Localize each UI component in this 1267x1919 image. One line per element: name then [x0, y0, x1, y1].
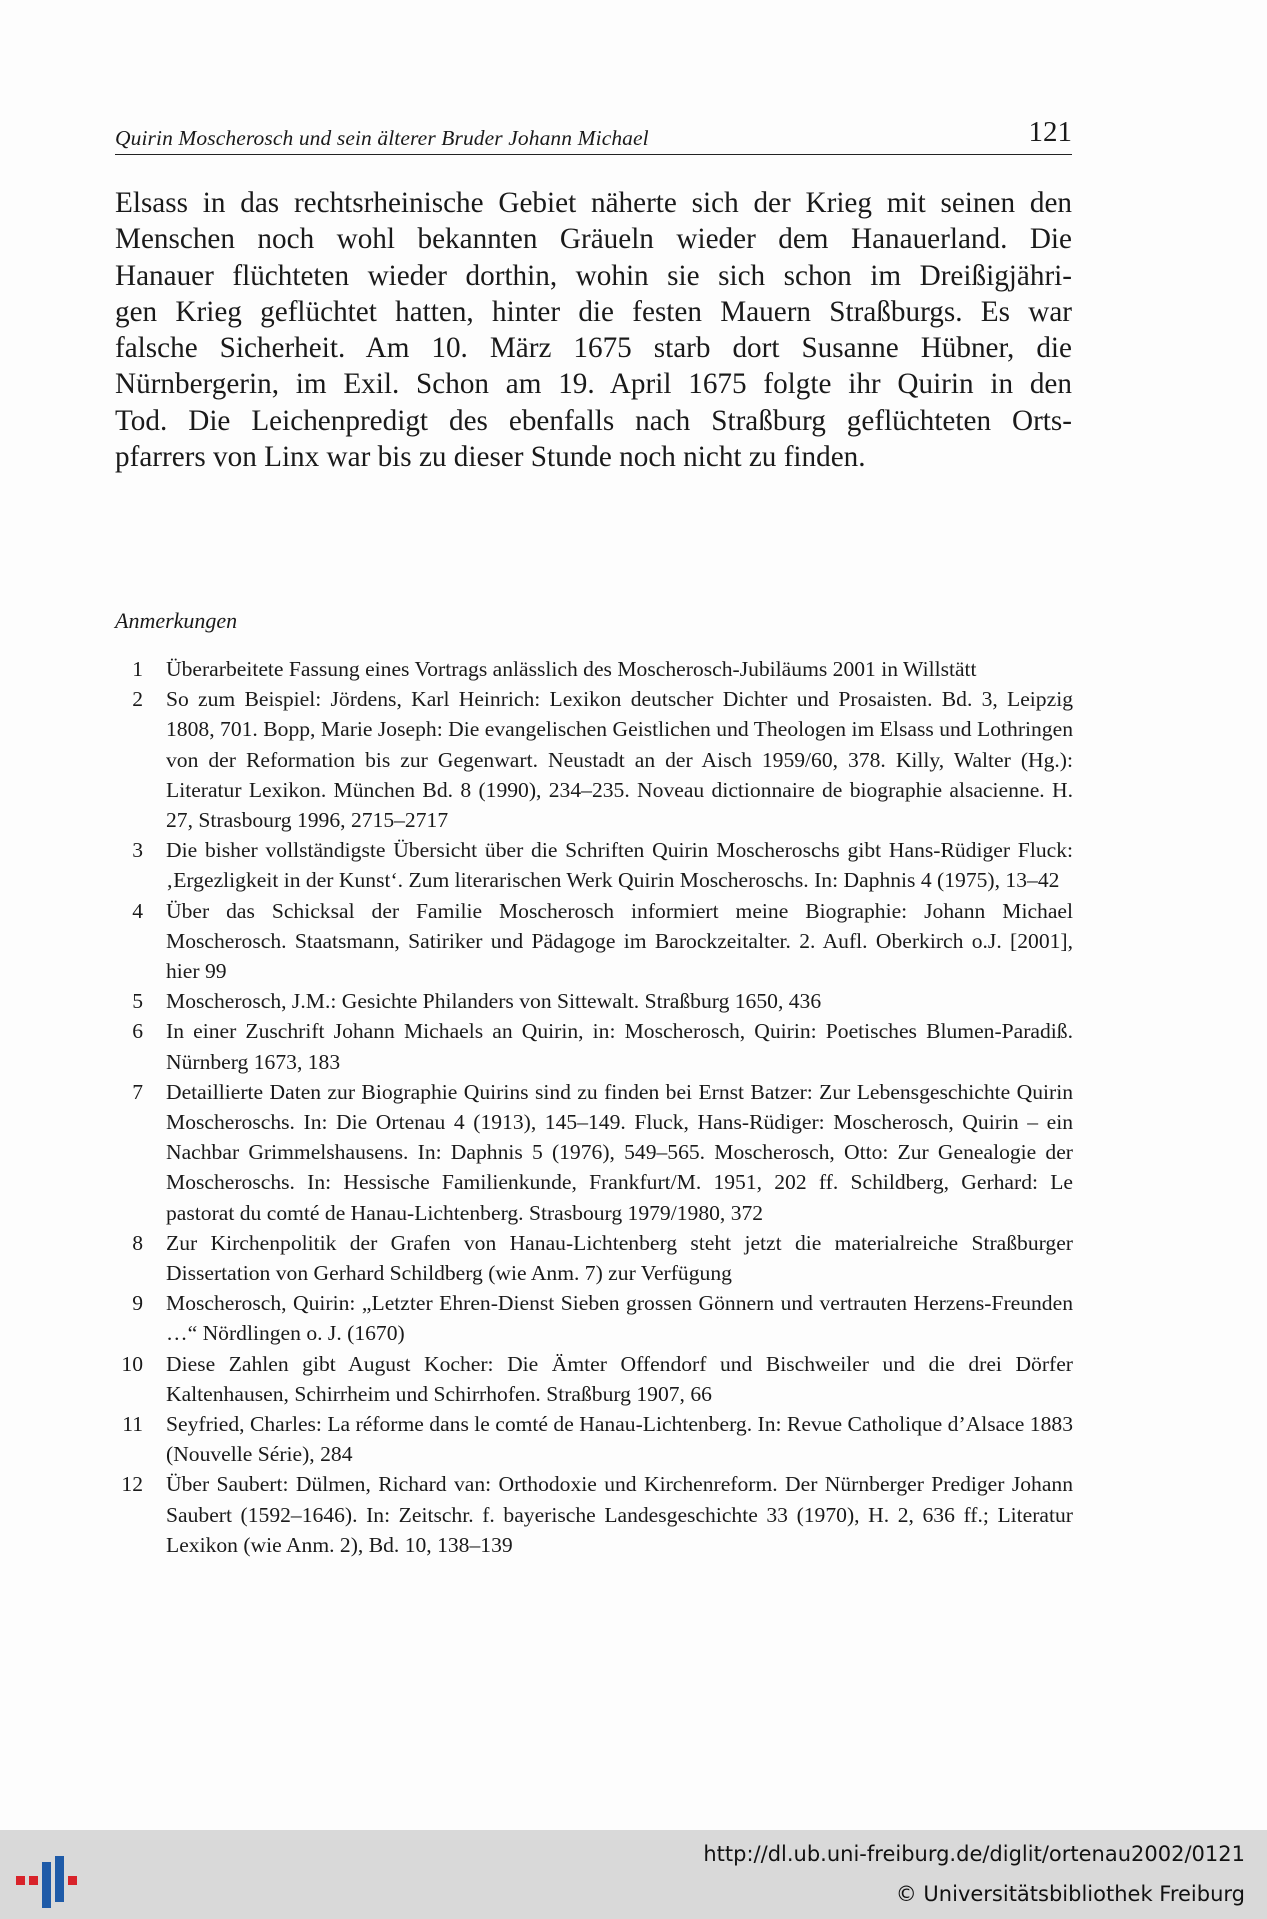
note-item: [115, 1349, 1073, 1409]
note-number: 12: [121, 1472, 143, 1497]
note-item: [115, 896, 1073, 987]
body-line: Nürnbergerin, im Exil. Schon am 19. April 1675 folgte ihr Quirin in den: [115, 368, 1072, 401]
body-line: Tod. Die Leichenpredigt des ebenfalls nach Straßburg geflüchteten Orts-: [115, 404, 1072, 437]
note-number: 7: [132, 1079, 143, 1104]
note-text: Moscherosch, Quirin: „Letzter Ehren-Dienst Sieben grossen Gönnern und vertrauten Herzens-Freunden …“ Nördlingen o. J. (1670): [166, 1291, 1073, 1346]
running-head: [115, 118, 1072, 155]
ub-freiburg-logo-icon: [16, 1856, 78, 1908]
note-text: Die bisher vollständigste Übersicht über die Schriften Quirin Moscheroschs gibt Hans-Rüdiger Fluck: ‚Ergezligkeit in der Kunst‘. Zum literarischen Werk Quirin Moscheroschs. In: Daphnis 4 (1975), 13–42: [166, 838, 1073, 893]
body-line: gen Krieg geflüchtet hatten, hinter die festen Mauern Straßburgs. Es war: [115, 295, 1072, 328]
page-number: 121: [1028, 116, 1072, 148]
note-item: [115, 835, 1073, 895]
note-item: [115, 654, 1073, 684]
body-line: pfarrers von Linx war bis zu dieser Stunde noch nicht zu finden.: [115, 441, 866, 474]
body-paragraph: [115, 185, 1072, 475]
note-item: [115, 1409, 1073, 1469]
note-text: Moscherosch, J.M.: Gesichte Philanders von Sittewalt. Straßburg 1650, 436: [166, 989, 822, 1014]
source-url-link[interactable]: http://dl.ub.uni-freiburg.de/diglit/ortenau2002/0121: [703, 1842, 1245, 1866]
body-line: falsche Sicherheit. Am 10. März 1675 starb dort Susanne Hübner, die: [115, 332, 1072, 365]
note-text: Überarbeitete Fassung eines Vortrags anlässlich des Moscherosch-Jubiläums 2001 in Willstätt: [166, 657, 977, 681]
note-number: 2: [132, 687, 143, 712]
note-text: Diese Zahlen gibt August Kocher: Die Ämter Offendorf und Bischweiler und die drei Dörfer Kaltenhausen, Schirrheim und Schirrhofen. Straßburg 1907, 66: [166, 1351, 1073, 1406]
note-number: 5: [132, 989, 143, 1014]
note-text: Über Saubert: Dülmen, Richard van: Orthodoxie und Kirchenreform. Der Nürnberger Prediger Johann Saubert (1592–1646). In: Zeitschr. f. bayerische Landesgeschichte 33 (1970), H. 2, 636 ff.; Literatur Lexikon (wie Anm. 2), Bd. 10, 138–139: [166, 1472, 1073, 1557]
note-number: 8: [132, 1230, 143, 1255]
body-line: Elsass in das rechtsrheinische Gebiet näherte sich der Krieg mit seinen den: [115, 187, 1072, 219]
note-text: In einer Zuschrift Johann Michaels an Quirin, in: Moscherosch, Quirin: Poetisches Blumen-Paradiß. Nürnberg 1673, 183: [166, 1019, 1073, 1074]
note-text: Zur Kirchenpolitik der Grafen von Hanau-Lichtenberg steht jetzt die materialreiche Straßburger Dissertation von Gerhard Schildberg (wie Anm. 7) zur Verfügung: [166, 1230, 1073, 1286]
note-item: [115, 1077, 1073, 1228]
note-text: Über das Schicksal der Familie Moscherosch informiert meine Biographie: Johann Michael Moscherosch. Staatsmann, Satiriker und Pädagoge im Barockzeitalter. 2. Aufl. Oberkirch o.J. [2001], hier 99: [166, 898, 1073, 984]
library-footer-bar: [0, 1830, 1267, 1919]
note-item: [115, 986, 1073, 1016]
note-item: [115, 1016, 1073, 1076]
note-item: [115, 1469, 1073, 1560]
body-line: Hanauer flüchteten wieder dorthin, wohin sie sich schon im Dreißigjähri-: [115, 259, 1072, 292]
note-number: 9: [132, 1291, 143, 1316]
notes-list: [115, 654, 1073, 1560]
note-number: 3: [132, 838, 143, 863]
body-line: Menschen noch wohl bekannten Gräueln wieder dem Hanauerland. Die: [115, 223, 1072, 256]
note-text: So zum Beispiel: Jördens, Karl Heinrich: Lexikon deutscher Dichter und Prosaisten. Bd. 3, Leipzig 1808, 701. Bopp, Marie Joseph: Die evangelischen Geistlichen und Theologen im Elsass und Lothringen von der Reformation bis zur Gegenwart. Neustadt an der Aisch 1959/60, 378. Killy, Walter (Hg.): Literatur Lexikon. München Bd. 8 (1990), 234–235. Noveau dictionnaire de biographie alsacienne. H. 27, Strasbourg 1996, 2715–2717: [166, 687, 1073, 833]
notes-heading: Anmerkungen: [115, 608, 238, 633]
note-text: Detaillierte Daten zur Biographie Quirins sind zu finden bei Ernst Batzer: Zur Lebensgeschichte Quirin Moscheroschs. In: Die Ortenau 4 (1913), 145–149. Fluck, Hans-Rüdiger: Moscherosch, Quirin – ein Nachbar Grimmelshausens. In: Daphnis 5 (1976), 549–565. Moscherosch, Otto: Zur Genealogie der Moscheroschs. In: Hessische Familienkunde, Frankfurt/M. 1951, 202 ff. Schildberg, Gerhard: Le pastorat du comté de Hanau-Lichtenberg. Strasbourg 1979/1980, 372: [166, 1079, 1073, 1225]
note-item: [115, 1288, 1073, 1348]
note-number: 11: [122, 1412, 143, 1437]
note-number: 4: [132, 898, 143, 923]
copyright-notice: © Universitätsbibliothek Freiburg: [895, 1882, 1245, 1906]
note-item: [115, 684, 1073, 835]
note-number: 6: [132, 1019, 143, 1044]
note-number: 1: [132, 657, 143, 681]
note-number: 10: [121, 1351, 143, 1376]
running-title: Quirin Moscherosch und sein älterer Bruder Johann Michael: [115, 126, 649, 150]
note-item: [115, 1228, 1073, 1288]
note-text: Seyfried, Charles: La réforme dans le comté de Hanau-Lichtenberg. In: Revue Catholique d’Alsace 1883 (Nouvelle Série), 284: [166, 1412, 1073, 1467]
